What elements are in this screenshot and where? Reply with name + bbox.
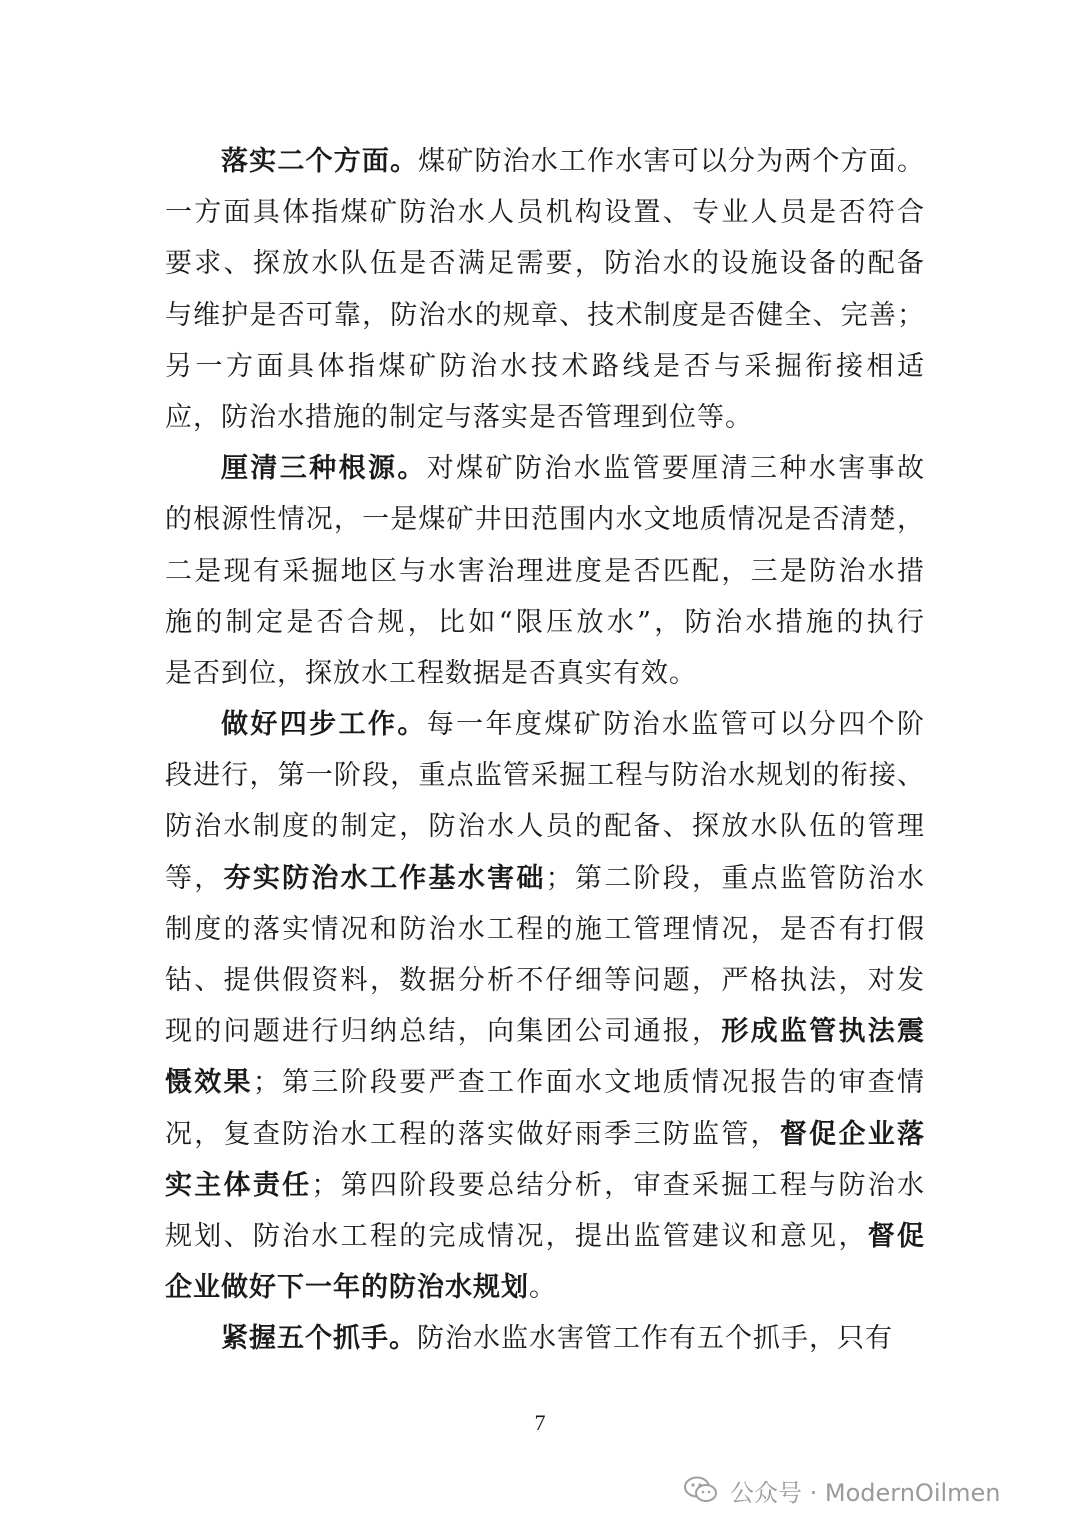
bold-text: 落实二个方面。 — [221, 146, 419, 177]
wechat-icon — [684, 1476, 718, 1504]
text-run: 钻、提供假资料，数据分析不仔细等问题，严格执法，对发 — [165, 965, 925, 996]
text-run: 制度的落实情况和防治水工程的施工管理情况，是否有打假 — [165, 913, 925, 945]
text-line — [165, 750, 925, 801]
text-line — [165, 1313, 925, 1364]
text-line — [165, 392, 925, 443]
text-run: 与维护是否可靠，防治水的规章、技术制度是否健全、完善； — [165, 299, 925, 331]
text-line — [165, 238, 925, 289]
watermark-text: 公众号 · ModernOilmen — [730, 1478, 1001, 1507]
text-line — [165, 1211, 925, 1262]
text-line — [165, 648, 925, 699]
text-run: ；第二阶段，重点监管防治水 — [545, 862, 925, 894]
text-line — [165, 1262, 925, 1313]
text-line — [165, 1006, 925, 1057]
text-line — [165, 853, 925, 904]
paragraph — [165, 136, 925, 443]
text-run: 施的制定是否合规，比如“限压放水”，防治水措施的执行 — [165, 606, 925, 638]
text-line — [165, 546, 925, 597]
text-line — [165, 597, 925, 648]
text-line — [165, 904, 925, 955]
bold-text: 督促企业落 — [779, 1118, 925, 1150]
text-run: 规划、防治水工程的完成情况，提出监管建议和意见， — [165, 1220, 868, 1252]
bold-text: 督促 — [867, 1220, 925, 1252]
text-run: 二是现有采掘地区与水害治理进度是否匹配，三是防治水措 — [165, 555, 925, 587]
watermark — [684, 1470, 1001, 1510]
text-run: 另一方面具体指煤矿防治水技术路线是否与采掘衔接相适 — [165, 350, 925, 382]
paragraph — [165, 443, 925, 699]
bold-text: 夯实防治水工作基水害础 — [223, 862, 546, 894]
body-text — [165, 136, 925, 1365]
text-line — [165, 801, 925, 852]
text-run: 防治水制度的制定，防治水人员的配备、探放水队伍的管理 — [165, 811, 925, 843]
text-line — [165, 1109, 925, 1160]
text-run: ；第三阶段要严查工作面水文地质情况报告的审查情 — [252, 1067, 925, 1099]
bold-text: 做好四步工作。 — [221, 709, 427, 741]
text-run: 一方面具体指煤矿防治水人员机构设置、专业人员是否符合 — [165, 197, 925, 229]
text-run: 况，复查防治水工程的落实做好雨季三防监管， — [165, 1118, 780, 1150]
bold-text: 企业做好下一年的防治水规划 — [165, 1272, 529, 1304]
text-run: 现的问题进行归纳总结，向集团公司通报， — [165, 1016, 722, 1048]
bold-text: 厘清三种根源。 — [221, 453, 427, 485]
paragraph — [165, 699, 925, 1313]
bold-text: 形成监管执法震 — [721, 1016, 925, 1048]
text-line — [165, 290, 925, 341]
bold-text: 慑效果 — [165, 1067, 253, 1099]
text-line — [165, 1057, 925, 1108]
text-run: 煤矿防治水工作水害可以分为两个方面。 — [418, 146, 925, 177]
text-line — [165, 443, 925, 494]
text-run: 应，防治水措施的制定与落实是否管理到位等。 — [165, 401, 753, 433]
text-run: 是否到位，探放水工程数据是否真实有效。 — [165, 657, 697, 689]
page-number: 7 — [534, 1410, 546, 1435]
bold-text: 实主体责任 — [165, 1169, 312, 1201]
text-run: 段进行，第一阶段，重点监管采掘工程与防治水规划的衔接、 — [165, 760, 925, 792]
text-run: ；第四阶段要总结分析，审查采掘工程与防治水 — [311, 1169, 925, 1201]
text-line — [165, 1160, 925, 1211]
text-line — [165, 699, 925, 750]
text-run: 等， — [165, 862, 224, 894]
text-run: 防治水监水害管工作有五个抓手，只有 — [417, 1323, 893, 1355]
text-line — [165, 136, 925, 187]
bold-text: 紧握五个抓手。 — [221, 1323, 417, 1355]
text-run: 每一年度煤矿防治水监管可以分四个阶 — [426, 709, 925, 741]
text-line — [165, 494, 925, 545]
text-run: 要求、探放水队伍是否满足需要，防治水的设施设备的配备 — [165, 248, 925, 280]
text-run: 。 — [529, 1272, 557, 1304]
text-line — [165, 341, 925, 392]
text-run: 对煤矿防治水监管要厘清三种水害事故 — [426, 453, 925, 485]
text-run: 的根源性情况，一是煤矿井田范围内水文地质情况是否清楚， — [165, 504, 925, 536]
paragraph — [165, 1313, 925, 1364]
text-line — [165, 955, 925, 1006]
text-line — [165, 187, 925, 238]
